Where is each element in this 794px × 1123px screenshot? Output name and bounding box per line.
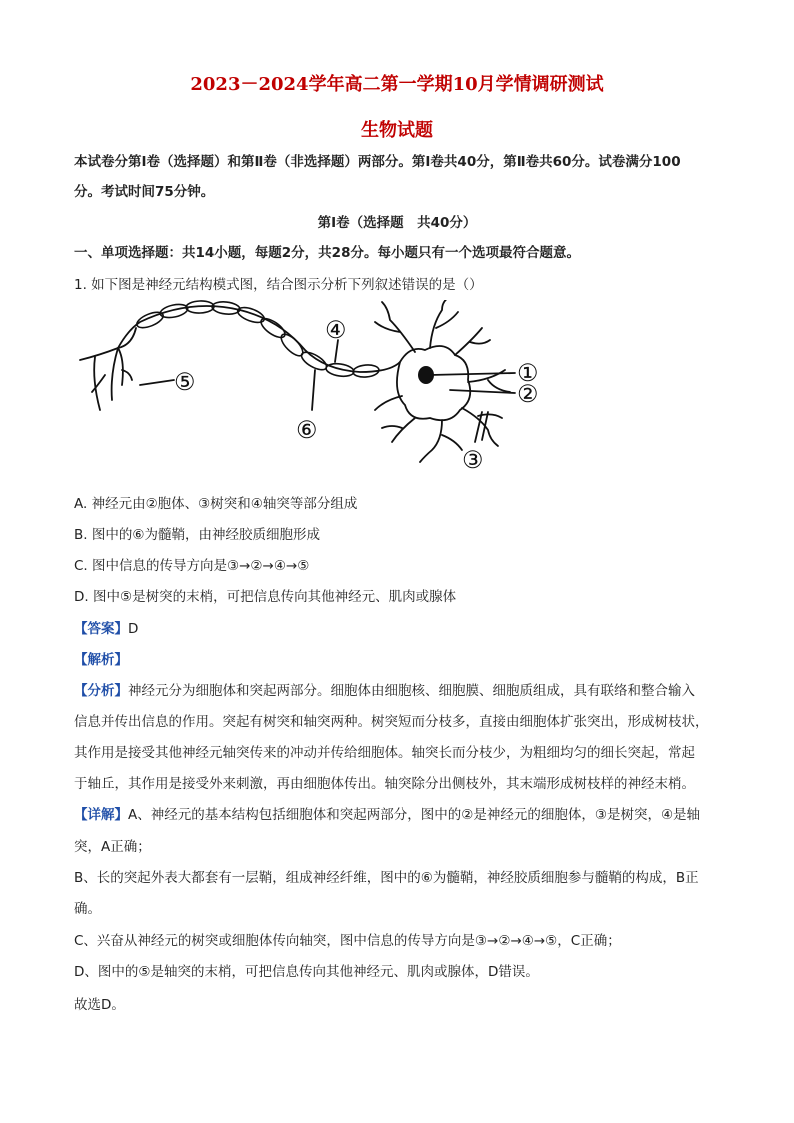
fenxi-line-3: 其作用是接受其他神经元轴突传来的冲动并传给细胞体。轴突长而分枝少，为粗细均匀的细长突起，常起 xyxy=(74,745,695,761)
xiangjie-tag: 【详解】 xyxy=(74,807,128,823)
analysis-tag: 【解析】 xyxy=(74,652,128,668)
analysis-line xyxy=(74,650,128,670)
intro-line-2: 分。考试时间75分钟。 xyxy=(74,184,215,200)
label-3: ③ xyxy=(462,446,484,474)
nucleus-dot xyxy=(418,366,434,384)
xiangjie-text: A、神经元的基本结构包括细胞体和突起两部分，图中的②是神经元的细胞体，③是树突，④是轴 xyxy=(128,807,701,823)
answer-value: D xyxy=(128,621,139,637)
fenxi-line-4: 于轴丘，其作用是接受外来刺激，再由细胞体传出。轴突除分出侧枝外，其末端形成树枝样的神经末梢。 xyxy=(74,776,695,792)
xiangjie-line-5: C、兴奋从神经元的树突或细胞体传向轴突，图中信息的传导方向是③→②→④→⑤，C正确； xyxy=(74,933,621,949)
xiangjie-line-2: 突，A正确； xyxy=(74,839,151,855)
answer-line xyxy=(74,619,138,639)
option-c: C. 图中信息的传导方向是③→②→④→⑤ xyxy=(74,558,310,574)
part-heading: 一、单项选择题：共14小题，每题2分，共28分。每小题只有一个选项最符合题意。 xyxy=(74,245,580,261)
question-stem: 1. 如下图是神经元结构模式图，结合图示分析下列叙述错误的是（） xyxy=(74,277,483,293)
fenxi-line-2: 信息并传出信息的作用。突起有树突和轴突两种。树突短而分枝多，直接由细胞体扩张突出，形成树枝状， xyxy=(74,714,709,730)
fenxi-tag: 【分析】 xyxy=(74,683,128,699)
option-d: D. 图中⑤是树突的末梢，可把信息传向其他神经元、肌肉或腺体 xyxy=(74,589,457,605)
xiangjie-line-4: 确。 xyxy=(74,901,101,917)
xiangjie-line-3: B、长的突起外表大都套有一层鞘，组成神经纤维，图中的⑥为髓鞘，神经胶质细胞参与髓鞘的构成，B正 xyxy=(74,870,699,886)
fenxi-text: 神经元分为细胞体和突起两部分。细胞体由细胞核、细胞膜、细胞质组成，具有联络和整合输入 xyxy=(128,683,695,699)
neuron-diagram xyxy=(70,300,570,490)
answer-tag: 【答案】 xyxy=(74,621,128,637)
fenxi-line-1 xyxy=(74,681,695,701)
label-6: ⑥ xyxy=(296,416,318,444)
label-4: ④ xyxy=(325,316,347,344)
page-title: 2023－2024学年高二第一学期10月学情调研测试 xyxy=(190,74,604,95)
label-5: ⑤ xyxy=(174,368,196,396)
option-b: B. 图中的⑥为髓鞘，由神经胶质细胞形成 xyxy=(74,527,320,543)
label-2: ② xyxy=(517,380,539,408)
conclusion: 故选D。 xyxy=(74,997,125,1013)
option-a: A. 神经元由②胞体、③树突和④轴突等部分组成 xyxy=(74,496,358,512)
intro-line-1: 本试卷分第Ⅰ卷（选择题）和第Ⅱ卷（非选择题）两部分。第Ⅰ卷共40分，第Ⅱ卷共60分。试卷满分100 xyxy=(74,154,681,170)
label-1: ① xyxy=(517,359,539,387)
section-heading: 第Ⅰ卷（选择题 共40分） xyxy=(317,215,477,231)
page-subtitle: 生物试题 xyxy=(361,120,433,141)
xiangjie-line-6: D、图中的⑤是轴突的末梢，可把信息传向其他神经元、肌肉或腺体，D错误。 xyxy=(74,964,539,980)
xiangjie-line-1 xyxy=(74,805,700,825)
